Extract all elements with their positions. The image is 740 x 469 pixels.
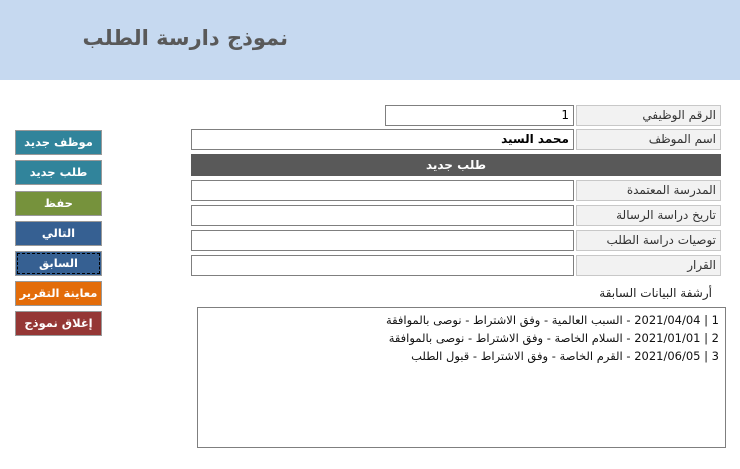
recommendations-label: توصيات دراسة الطلب [576,230,721,251]
archive-label: أرشفة البيانات السابقة [599,286,712,300]
employee-name-label: اسم الموظف [576,129,721,150]
letter-date-field[interactable] [191,205,574,226]
employee-name-field[interactable]: محمد السيد [191,129,574,150]
employee-id-label: الرقم الوظيفي [576,105,721,126]
close-form-button[interactable]: إغلاق نموذج [15,311,102,336]
next-button[interactable]: التالي [15,221,102,246]
header-banner [0,0,740,80]
save-button[interactable]: حفظ [15,191,102,216]
archive-list[interactable] [197,307,726,448]
decision-label: القرار [576,255,721,276]
new-employee-button[interactable]: موظف جديد [15,130,102,155]
previous-button[interactable]: السابق [15,251,102,276]
decision-field[interactable] [191,255,574,276]
approved-school-field[interactable] [191,180,574,201]
page-title: نموذج دارسة الطلب [82,26,288,50]
employee-id-field[interactable]: 1 [385,105,574,126]
list-item[interactable]: 2 | 2021/01/01 - السلام الخاصة - وفق الاشتراط - نوصى بالموافقة [388,331,719,345]
preview-report-button[interactable]: معاينة التقرير [15,281,102,306]
letter-date-label: تاريخ دراسة الرسالة [576,205,721,226]
recommendations-field[interactable] [191,230,574,251]
approved-school-label: المدرسة المعتمدة [576,180,721,201]
new-request-bar: طلب جديد [191,154,721,176]
list-item[interactable]: 1 | 2021/04/04 - السبب العالمية - وفق الاشتراط - نوصى بالموافقة [385,313,719,327]
new-request-button[interactable]: طلب جديد [15,160,102,185]
list-item[interactable]: 3 | 2021/06/05 - القرم الخاصة - وفق الاشتراط - قبول الطلب [411,349,719,363]
